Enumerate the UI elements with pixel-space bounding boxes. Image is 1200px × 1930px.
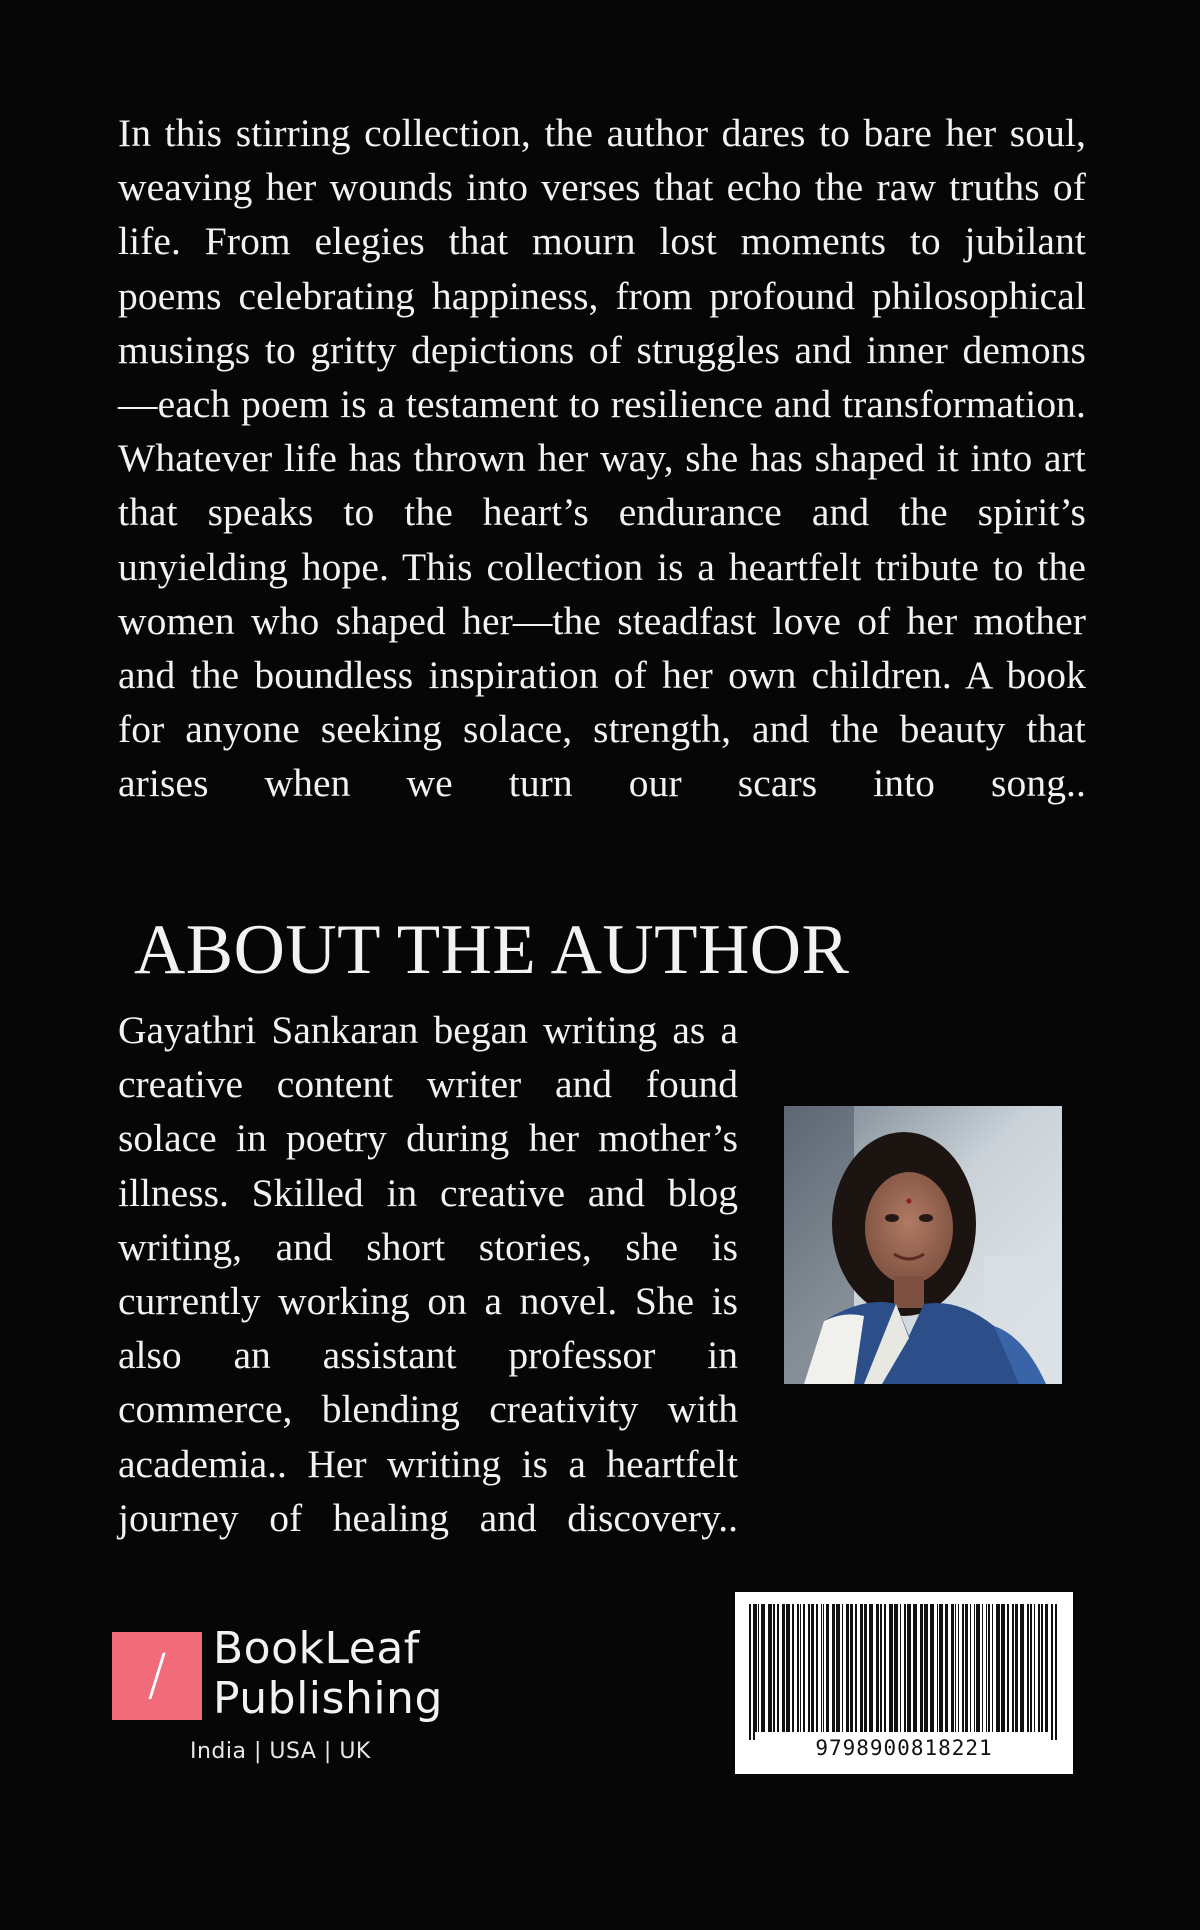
barcode-bar xyxy=(797,1604,799,1732)
barcode-bar xyxy=(777,1604,779,1732)
barcode-bar xyxy=(782,1604,785,1732)
barcode-bar xyxy=(889,1604,893,1732)
barcode-bar xyxy=(1012,1604,1014,1732)
barcode-bar xyxy=(1027,1604,1029,1732)
barcode-bar xyxy=(986,1604,987,1732)
barcode-bar xyxy=(1041,1604,1043,1732)
barcode-bar xyxy=(786,1604,790,1732)
barcode-guard-bar xyxy=(1055,1604,1057,1740)
barcode-bar xyxy=(907,1604,911,1732)
barcode-bar xyxy=(823,1604,824,1732)
barcode-bar xyxy=(920,1604,923,1732)
barcode-bar xyxy=(869,1604,873,1732)
barcode-guard-bar xyxy=(749,1604,751,1740)
publisher-regions: India | USA | UK xyxy=(190,1739,371,1764)
barcode-bar xyxy=(988,1604,990,1732)
barcode-bar xyxy=(900,1604,901,1732)
barcode-bar xyxy=(836,1604,840,1732)
barcode-bar xyxy=(962,1604,964,1732)
barcode-bar xyxy=(808,1604,810,1732)
author-bio xyxy=(118,1003,738,1545)
barcode-guard-bar xyxy=(1051,1604,1053,1740)
barcode-bar xyxy=(955,1604,956,1732)
barcode-bar xyxy=(894,1604,898,1732)
about-the-author-heading: ABOUT THE AUTHOR xyxy=(134,911,850,989)
barcode-bar xyxy=(930,1604,934,1732)
barcode-guard-bar xyxy=(753,1604,755,1740)
barcode-bar xyxy=(982,1604,983,1732)
barcode-bar xyxy=(842,1604,843,1732)
isbn-barcode xyxy=(735,1592,1073,1774)
barcode-bar xyxy=(1034,1604,1035,1732)
barcode-bar xyxy=(832,1604,835,1732)
barcode-bar xyxy=(855,1604,857,1732)
barcode-bar xyxy=(803,1604,805,1732)
publisher-logo xyxy=(112,1623,452,1770)
barcode-bar xyxy=(821,1604,822,1732)
barcode-bar xyxy=(860,1604,863,1732)
barcode-bar xyxy=(811,1604,814,1732)
barcode-bar xyxy=(864,1604,867,1732)
barcode-bar xyxy=(939,1604,943,1732)
barcode-bar xyxy=(1001,1604,1005,1732)
barcode-bar xyxy=(970,1604,971,1732)
barcode-bar xyxy=(951,1604,954,1732)
barcode-bar xyxy=(768,1604,772,1732)
barcode-bar xyxy=(1007,1604,1009,1732)
barcode-bar xyxy=(876,1604,879,1732)
barcode-bar xyxy=(761,1604,765,1732)
barcode-bar xyxy=(1030,1604,1032,1732)
barcode-bar xyxy=(755,1604,757,1732)
publisher-name-line1: BookLeaf xyxy=(213,1623,420,1674)
author-bio-text: Gayathri Sankaran began writing as a creative content writer and found solace in poetry during her mother’s illness. Skilled in creative and blog writing, and short stories, she is currently working on a novel. She is also an assistant professor in commerce, blending creativity with academia.. Her writing is a heartfelt journey of healing and discovery.. xyxy=(118,1008,738,1540)
barcode-bar xyxy=(800,1604,801,1732)
publisher-mark-icon: / xyxy=(112,1632,202,1720)
barcode-bar xyxy=(850,1604,853,1732)
barcode-bar xyxy=(992,1604,993,1732)
barcode-bar xyxy=(924,1604,928,1732)
barcode-bar xyxy=(816,1604,818,1732)
publisher-name xyxy=(213,1624,443,1724)
barcode-bar xyxy=(996,1604,1000,1732)
barcode-bar xyxy=(792,1604,794,1732)
barcode-bar xyxy=(773,1604,775,1732)
barcode-bar xyxy=(846,1604,849,1732)
publisher-name-line2: Publishing xyxy=(213,1673,443,1724)
barcode-bar xyxy=(1015,1604,1018,1732)
barcode-bar xyxy=(904,1604,906,1732)
back-cover-blurb xyxy=(118,106,1086,811)
barcode-bar xyxy=(937,1604,938,1732)
author-photo xyxy=(784,1106,1062,1384)
barcode-bar xyxy=(884,1604,886,1732)
barcode-bar xyxy=(958,1604,959,1732)
barcode-bar xyxy=(1020,1604,1024,1732)
barcode-bar xyxy=(826,1604,829,1732)
barcode-bar xyxy=(945,1604,948,1732)
barcode-bar xyxy=(758,1604,759,1732)
isbn-number: 9798900818221 xyxy=(815,1736,993,1760)
barcode-bar xyxy=(965,1604,968,1732)
barcode-bar xyxy=(974,1604,975,1732)
barcode-bar xyxy=(976,1604,980,1732)
blurb-text: In this stirring collection, the author dares to bare her soul, weaving her wounds into verses that echo the raw truths of life. From elegies that mourn lost moments to jubilant poems celebrating happiness, from profound philosophical musings to gritty depictions of struggles and inner demons—each poem is a testament to resilience and transformation. Whatever life has thrown her way, she has shaped it into art that speaks to the heart’s endurance and the spirit’s unyielding hope. This collection is a heartfelt tribute to the women who shaped her—the steadfast love of her mother and the boundless inspiration of her own children. A book for anyone seeking solace, strength, and the beauty that arises when we turn our scars into song.. xyxy=(118,111,1086,806)
barcode-bar xyxy=(1045,1604,1048,1732)
barcode-bar xyxy=(880,1604,882,1732)
barcode-bar xyxy=(913,1604,917,1732)
author-portrait-image xyxy=(784,1106,1062,1384)
barcode-bar xyxy=(1038,1604,1040,1732)
